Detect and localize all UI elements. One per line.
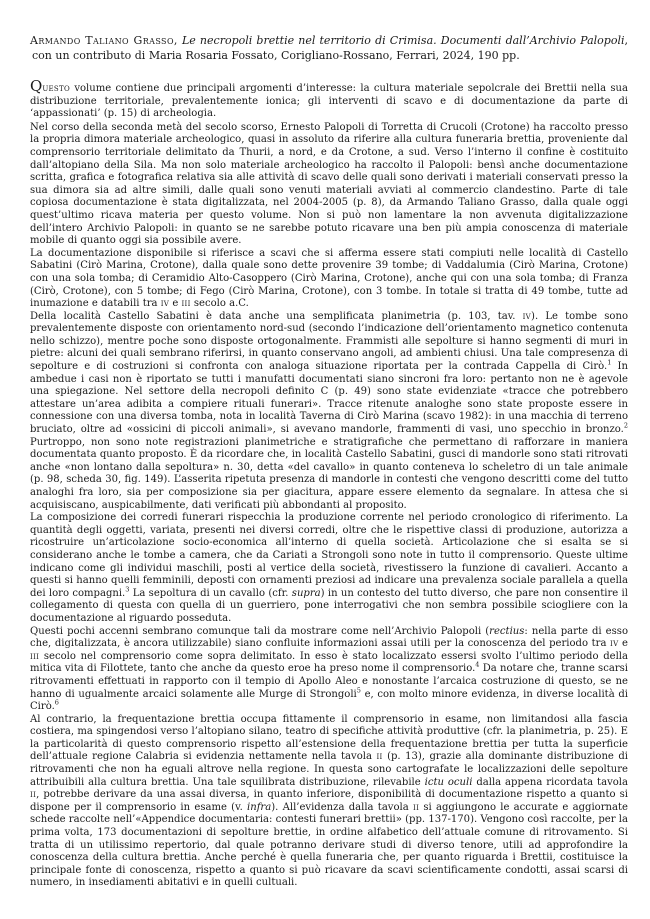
- review-body: [30, 77, 629, 890]
- paragraph-5: La composizione dei corredi funerari rispecchia la produzione corrente nel periodo cronologico di riferimento. La quantità degli oggetti, variata, presenti nei diversi corredi, oltre che le rispettive classi di produzione, autorizza a ricostruire un’articolazione socio-economica all’interno di quella società. Articolazione che si esalta se si considerano anche le tombe a camera, che da Cariati a Strongoli sono note in tutto il comprensorio. Queste ultime indicano come gli individui maschili, posti al vertice della società, rivestissero la funzione di cavalieri. Accanto a questi si hanno quelli femminili, deposti con ornamenti preziosi ad indicare una prevalenza sociale parallela a quella dei loro compagni.$^3$ La sepoltura di un cavallo (cfr. supra) in un contesto del tutto diverso, che pare non consentire il collegamento di questa con quella di un guerriero, pone interrogativi che non sembra possibile sciogliere con la documentazione al riguardo posseduta.: [30, 512, 628, 624]
- footnote-ref-1[interactable]: 1: [607, 358, 612, 367]
- drop-capital: Q: [30, 77, 43, 95]
- paragraph-6: Questi pochi accenni sembrano comunque tali da mostrare come nell’Archivio Palopoli (rectius: nella parte di esso che, digitalizzata, è ancora utilizzabile) siano confluite informazioni assai utili per la conoscenza del periodo tra iv e iii secolo nel comprensorio come sopra delimitato. In esso è stato localizzato essersi svolto l’ultimo periodo della mitica vita di Filottete, tanto che anche da questo eroe ha preso nome il comprensorio.$^4$ Da notare che, tranne scarsi ritrovamenti effettuati in rapporto con il tempio di Apollo Aleo e nonostante l’arcaica costruzione di questo, se ne hanno di ugualmente arcaici solamente alle Murge di Strongoli$^5$ e, con molto minore evidenza, in diverse località di Cirò.$^6$: [30, 625, 629, 713]
- author-name: Armando Taliano Grasso,: [30, 34, 178, 47]
- footnote-ref-2[interactable]: 2: [623, 421, 628, 430]
- bibliographic-header: [30, 33, 628, 63]
- book-title: Le necropoli brettie nel territorio di Crimisa. Documenti dall’Archivio Palopoli: [181, 34, 625, 47]
- paragraph-2: Nel corso della seconda metà del secolo scorso, Ernesto Palopoli di Torretta di Crucoli (Crotone) ha raccolto presso la propria dimora materiale archeologico, quasi in assoluto da riferire alla cultura funeraria brettia, proveniente dal comprensorio territoriale delimitato da Thurii, a nord, e da Crotone, a sud. Verso l’interno il confine è costituito dall’altopiano della Sila. Ma non solo materiale archeologico ha raccolto il Palopoli: bensì anche documentazione scritta, grafica e fotografica relativa sia alle attività di scavo delle quali sono derivati i materiali conservati presso la sua dimora sia ad altre simili, dalle quali sono venuti materiali avviati al commercio clandestino. Parte di tale copiosa documentazione è stata digitalizzata, nel 2004-2005 (p. 8), da Armando Taliano Grasso, dalla quale oggi quest’ultimo ricava materia per questo volume. Non si può non lamentare la non avvenuta digitalizzazione dell’intero Archivio Palopoli: in quanto se ne sarebbe potuto ricavare una ben più ampia conoscenza di materiale mobile di quanto oggi sia possibile avere.: [30, 121, 628, 247]
- paragraph-4: Della località Castello Sabatini è data anche una semplificata planimetria (p. 103, tav. iv). Le tombe sono prevalentemente disposte con orientamento nord-sud (secondo l’indicazione dell’orientamento magnetico contenuta nello schizzo), mentre poche sono disposte ortogonalmente. Frammisti alle sepolture si hanno segmenti di muri in pietre: alcuni dei quali sembrano riferirsi, in quanto conservano angoli, ad ambienti chiusi. Una tale compresenza di sepolture e di costruzioni si confronta con analoga situazione riportata per la contrada Cappella di Cirò.$^1$ In ambedue i casi non è riportato se tutti i manufatti documentati siano sincroni fra loro: pertanto non ne è agevole una spiegazione. Nel settore della necropoli definito C (p. 49) sono state evidenziate «tracce che potrebbero attestare un’area adibita a compiere rituali funerari». Tracce ritenute analoghe sono state proposte essere in connessione con una diversa tomba, nota in località Taverna di Cirò Marina (scavo 1982): in una macchia di terreno bruciato, oltre ad «ossicini di piccoli animali», si avevano mandorle, frammenti di vasi, uno specchio in bronzo.$^2$ Purtroppo, non sono note registrazioni planimetriche e stratigrafiche che permettano di rafforzare in maniera documentata quanto proposto. È da ricordare che, in località Castello Sabatini, gusci di mandorle sono stati ritrovati anche «non lontano dalla sepoltura» n. 30, detta «del cavallo» in quanto conteneva lo scheletro di un tale animale (p. 98, scheda 30, fig. 149). L’asserita ripetuta presenza di mandorle in contesti che vengono descritti come del tutto analoghi fra loro, sia per composizione sia per giacitura, appare essere elemento da segnalare. In attesa che si acquisiscano, auspicabilmente, dati verificati più abbondanti al proposito.: [30, 310, 629, 511]
- footnote-ref-4[interactable]: 4: [475, 660, 480, 669]
- footnote-ref-3[interactable]: 3: [125, 585, 130, 594]
- paragraph-1: Questo volume contiene due principali argomenti d’interesse: la cultura materiale sepolcrale dei Brettii nella sua distribuzione territoriale, prevalentemente ionica; gli interventi di scavo e di documentazione da parte di ‘appassionati’ (p. 15) di archeologia.: [30, 77, 628, 120]
- publication-details: , con un contributo di Maria Rosaria Fossato, Corigliano-Rossano, Ferrari, 2024, 190 pp.: [32, 34, 628, 62]
- paragraph-7: Al contrario, la frequentazione brettia occupa fittamente il comprensorio in esame, non limitandosi alla fascia costiera, ma spingendosi verso l’altopiano silano, teatro di specifiche attività produttive (cfr. la planimetria, p. 25). E la particolarità di questo comprensorio rispetto all’estensione della frequentazione brettia per tutta la superficie dell’attuale regione Calabria si evidenzia nettamente nella tavola ii (p. 13), grazie alla dominante distribuzione di ritrovamenti che non ha eguali altrove nella regione. In questa sono cartografate le localizzazioni delle sepolture attribuibili alla cultura brettia. Una tale squilibrata distribuzione, rilevabile ictu oculi dalla appena ricordata tavola ii, potrebbe derivare da una assai diversa, in quanto inferiore, disponibilità di documentazione rispetto a quanto si dispone per il comprensorio in esame (v. infra). All’evidenza dalla tavola ii si aggiungono le accurate e aggiornate schede raccolte nell’«Appendice documentaria: contesti funerari brettii» (pp. 137-170). Vengono così raccolte, per la prima volta, 173 documentazioni di sepolture brettie, in ordine alfabetico dell’attuale comune di ritrovamento. Si tratta di un utilissimo repertorio, dal quale potranno derivare studi di diverso tenore, utili ad approfondire la conoscenza della cultura brettia. Anche perché è quella funeraria che, per quanto riguarda i Brettii, costituisce la principale fonte di conoscenza, rispetto a quanto si può ricavare da scavi scientificamente condotti, assai scarsi di numero, in insediamenti abitativi e in quelli cultuali.: [30, 713, 629, 889]
- paragraph-3: La documentazione disponibile si riferisce a scavi che si afferma essere stati compiuti nelle località di Castello Sabatini (Cirò Marina, Crotone), dalla quale sono dette provenire 39 tombe; di Vaddalumia (Cirò Marina, Crotone) con una sola tomba; di Ceramidio Alto-Casoppero (Cirò Marina, Crotone), anche qui con una sola tomba; di Franza (Cirò, Crotone), con 5 tombe; di Fego (Cirò Marina, Crotone), con 3 tombe. In totale si tratta di 49 tombe, tutte ad inumazione e databili tra iv e iii secolo a.C.: [30, 247, 628, 310]
- footnote-ref-6[interactable]: 6: [54, 698, 59, 707]
- footnote-ref-5[interactable]: 5: [356, 686, 361, 695]
